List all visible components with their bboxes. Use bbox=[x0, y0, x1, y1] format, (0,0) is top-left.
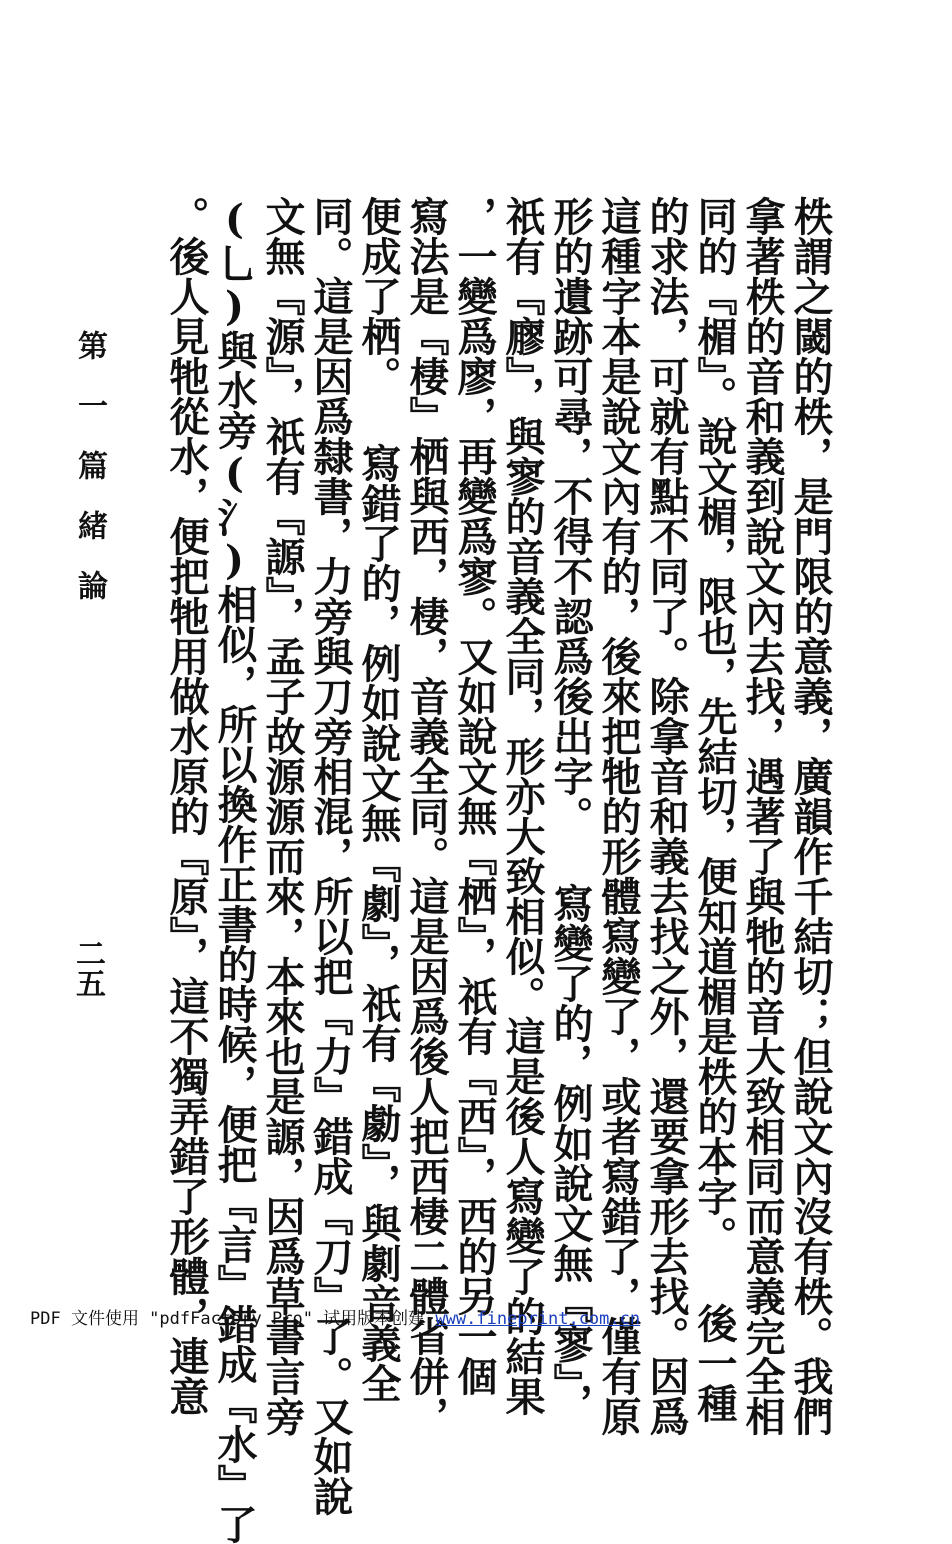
text-column: 這種字本是說文內有的，後來把牠的形體寫變了，或者寫錯了，僅有原 bbox=[595, 196, 642, 1436]
text-column: 的求法，可就有點不同了。除拿音和義去找之外，還要拿形去找。因爲 bbox=[643, 196, 690, 1436]
text-column: 便成了栖。 寫錯了的，例如說文無『劇』，祇有『勮』，與劇音義全 bbox=[355, 196, 402, 1403]
text-column: 。後人見牠從水，便把牠用做水原的『原』，這不獨弄錯了形體，連意 bbox=[163, 196, 210, 1416]
text-column: 同的『楣』。說文楣，限也，先結切，便知道楣是柣的本字。 後一種 bbox=[691, 196, 738, 1423]
text-column: ，一變爲廖，再變爲寥。又如說文無『栖』，祇有『西』，西的另一個 bbox=[451, 196, 498, 1396]
text-column: 祇有『廫』，與寥的音義全同，形亦大致相似。這是後人寫變了的結果 bbox=[499, 196, 546, 1416]
text-column: 柣謂之閾的柣，是門限的意義，廣韻作千結切；但說文內沒有柣。我們 bbox=[787, 196, 834, 1436]
text-column: 寫法是『棲』栖與西，棲，音義全同。這是因爲後人把西棲二體省併， bbox=[403, 196, 450, 1436]
text-column: 形的遺跡可尋，不得不認爲後出字。 寫變了的，例如說文無『寥』， bbox=[547, 196, 594, 1423]
text-column: 文無『源』，祇有『謜』，孟子故源源而來，本來也是謜，因爲草書言旁 bbox=[259, 196, 306, 1436]
text-column: 同。這是因爲隸書，力旁與刀旁相混，所以把『力』錯成『刀』了。又如說 bbox=[307, 196, 354, 1516]
footer-text: PDF 文件使用 "pdfFactory Pro" 试用版本创建 bbox=[30, 1309, 436, 1329]
pdf-footer bbox=[30, 1308, 640, 1330]
text-column: (乚)與水旁(氵)相似，所以換作正書的時候，便把『言』錯成『水』了 bbox=[211, 196, 258, 1544]
page-number: 二五 bbox=[70, 938, 105, 998]
footer-link[interactable]: www.fineprint.com.cn bbox=[435, 1309, 641, 1329]
text-column: 拿著柣的音和義到說文內去找，遇著了與牠的音大致相同而意義完全相 bbox=[739, 196, 786, 1436]
chapter-header: 第一篇緒論 bbox=[72, 330, 107, 630]
